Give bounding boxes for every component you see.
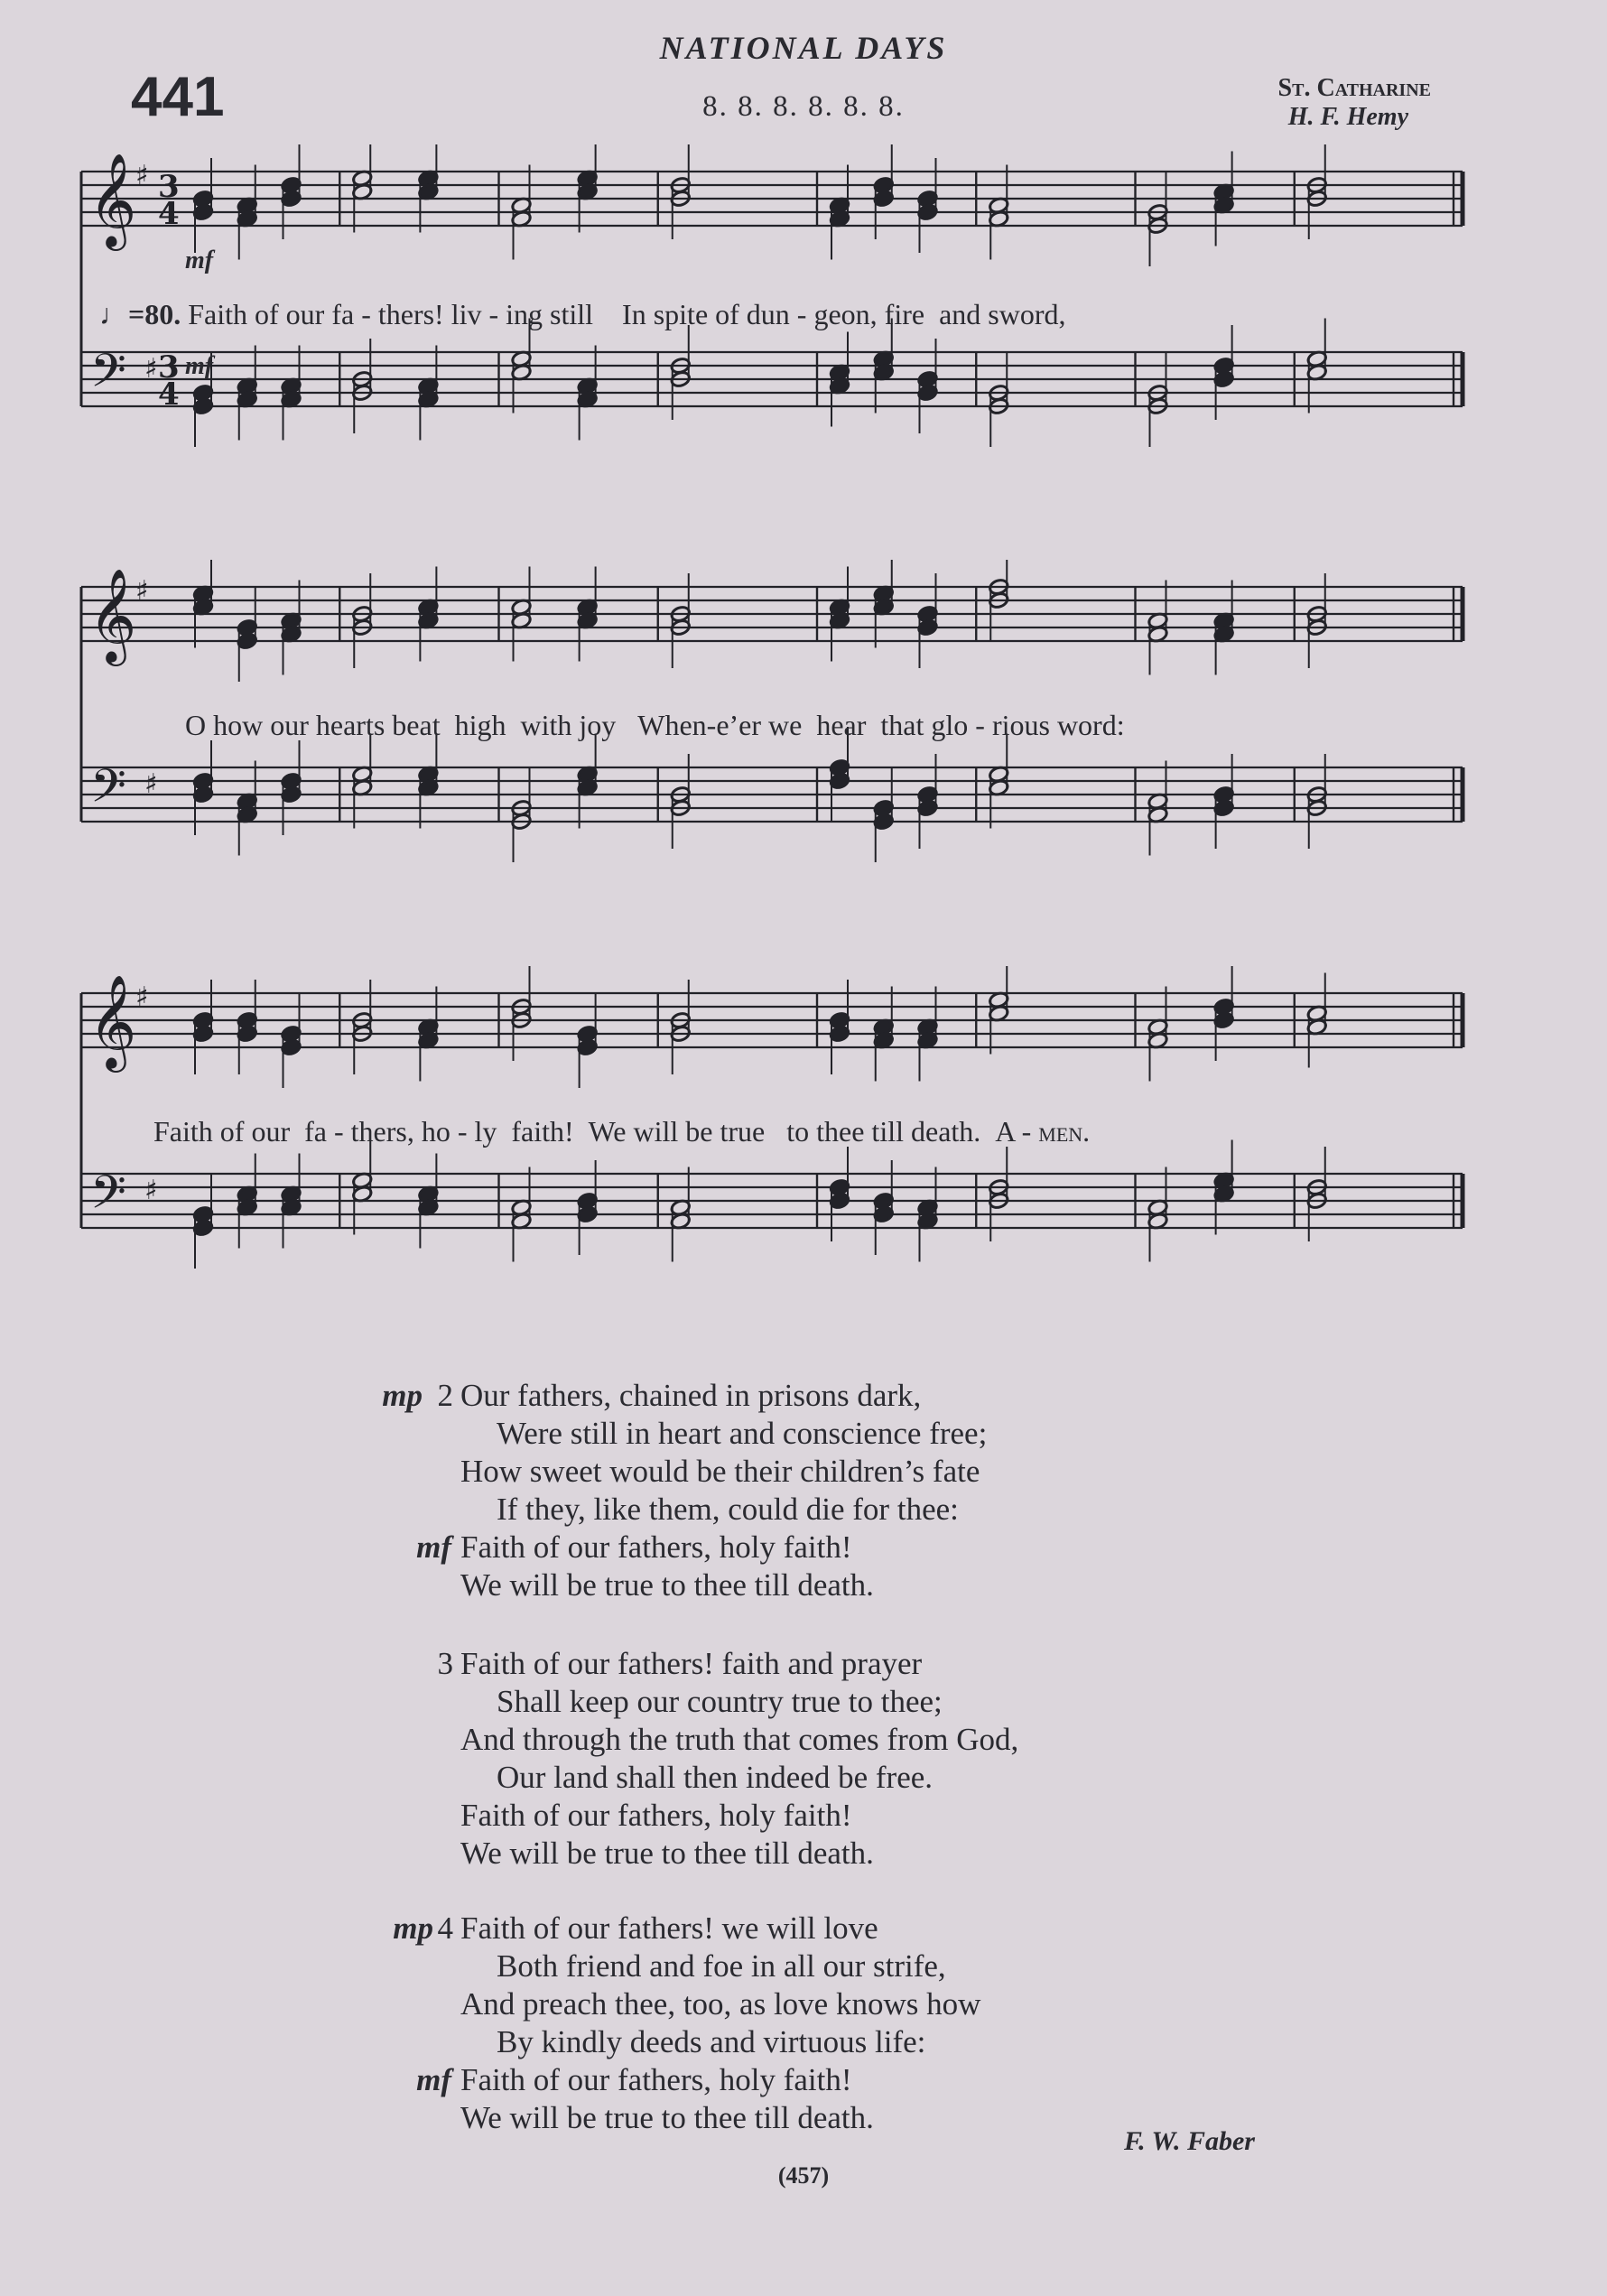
bass-clef: 𝄢 [90, 1165, 126, 1231]
stanza-number: 2 [437, 1378, 453, 1413]
meter: 8. 8. 8. 8. 8. 8. [702, 90, 905, 123]
key-signature-sharp: ♯ [135, 575, 149, 607]
treble-clef: 𝄞 [88, 153, 137, 247]
author: F. W. Faber [1123, 2126, 1255, 2156]
treble-clef: 𝄞 [88, 974, 137, 1069]
music-system-1 [0, 144, 1607, 524]
stanza-number: 3 [437, 1646, 453, 1681]
stanza-text: How sweet would be their children’s fate [460, 1454, 980, 1489]
tune-name: St. Catharine [1277, 74, 1431, 102]
key-signature-sharp: ♯ [144, 768, 158, 800]
bass-clef: 𝄢 [90, 758, 126, 824]
stanza-text: By kindly deeds and virtuous life: [497, 2024, 926, 2059]
hymn-number: 441 [131, 66, 225, 128]
lyric-text: O how our hearts beat high with joy When-e’er we hear that glo - rious word: [185, 709, 1125, 741]
stanza-line [460, 1797, 1018, 1835]
stanza-line [437, 1645, 1018, 1683]
lyric-line-2 [185, 709, 1125, 742]
tempo-marking: ♩=80. [99, 298, 181, 330]
key-signature-sharp: ♯ [144, 353, 158, 385]
dynamic-mark: mf [416, 1529, 451, 1565]
time-signature: 4 [158, 376, 180, 413]
stanza-text: Faith of our fathers! we will love [460, 1910, 878, 1946]
stanza-text: We will be true to thee till death. [460, 2100, 874, 2135]
stanza-number: 4 [437, 1910, 453, 1946]
stanza-line [460, 1566, 987, 1604]
dynamic-treble: mf [185, 246, 214, 274]
lyric-line-1 [99, 298, 1065, 331]
stanza-text: Faith of our fathers, holy faith! [460, 2062, 852, 2097]
stanza-3 [437, 1645, 1019, 1873]
stanza-text: We will be true to thee till death. [460, 1836, 874, 1871]
dynamic-mark: mp [382, 1378, 423, 1413]
stanza-text: Faith of our fathers, holy faith! [460, 1529, 852, 1565]
time-signature: 3 [158, 349, 180, 386]
stanza-text: Faith of our fathers! faith and prayer [460, 1646, 923, 1681]
time-signature: 3 [158, 169, 180, 205]
stanza-text: Our land shall then indeed be free. [497, 1760, 934, 1795]
stanza-line [460, 2099, 980, 2137]
stanza-line [460, 1683, 1018, 1721]
stanza-line [460, 1947, 980, 1985]
treble-clef: 𝄞 [88, 568, 137, 663]
stanza-line [460, 1453, 987, 1491]
stanza-text: Shall keep our country true to thee; [497, 1684, 943, 1719]
stanza-2 [382, 1377, 988, 1604]
dynamic-bass: mf [185, 352, 214, 380]
stanza-line [416, 2061, 980, 2099]
stanza-line [460, 1759, 1018, 1797]
page-number: (457) [777, 2162, 830, 2189]
stanza-line [460, 2023, 980, 2061]
stanza-line [460, 1491, 987, 1529]
stanza-text: Our fathers, chained in prisons dark, [460, 1378, 922, 1413]
stanza-text: Both friend and foe in all our strife, [497, 1948, 946, 1984]
section-title: NATIONAL DAYS [659, 30, 948, 66]
key-signature-sharp: ♯ [135, 160, 149, 191]
dynamic-mark: mp [393, 1910, 433, 1946]
stanza-text: And preach thee, too, as love knows how [460, 1986, 981, 2022]
key-signature-sharp: ♯ [144, 1175, 158, 1206]
bass-clef: 𝄢 [90, 343, 126, 409]
amen-text: men. [1038, 1115, 1091, 1148]
lyric-text: Faith of our fa - thers, ho - ly faith! We will be true to thee till death. A - [153, 1115, 1032, 1148]
time-signature: 4 [158, 196, 180, 232]
stanza-line [416, 1529, 987, 1566]
stanza-line [393, 1910, 980, 1947]
stanza-line [460, 1835, 1018, 1873]
stanza-text: And through the truth that comes from God, [460, 1722, 1019, 1757]
music-system-3 [0, 966, 1607, 1345]
stanza-text: If they, like them, could die for thee: [497, 1492, 959, 1527]
stanza-text: We will be true to thee till death. [460, 1567, 874, 1603]
stanza-line [382, 1377, 987, 1415]
stanza-line [460, 1721, 1018, 1759]
stanza-text: Faith of our fathers, holy faith! [460, 1798, 852, 1833]
key-signature-sharp: ♯ [135, 981, 149, 1013]
stanza-line [460, 1985, 980, 2023]
lyric-text: Faith of our fa - thers! liv - ing still In spite of dun - geon, fire and sword, [188, 298, 1066, 330]
stanza-text: Were still in heart and conscience free; [497, 1416, 988, 1451]
music-system-2 [0, 560, 1607, 939]
lyric-line-3 [153, 1115, 1090, 1148]
dynamic-mark: mf [416, 2062, 451, 2097]
composer: H. F. Hemy [1287, 103, 1408, 131]
stanza-line [460, 1415, 987, 1453]
stanza-4 [393, 1910, 981, 2137]
